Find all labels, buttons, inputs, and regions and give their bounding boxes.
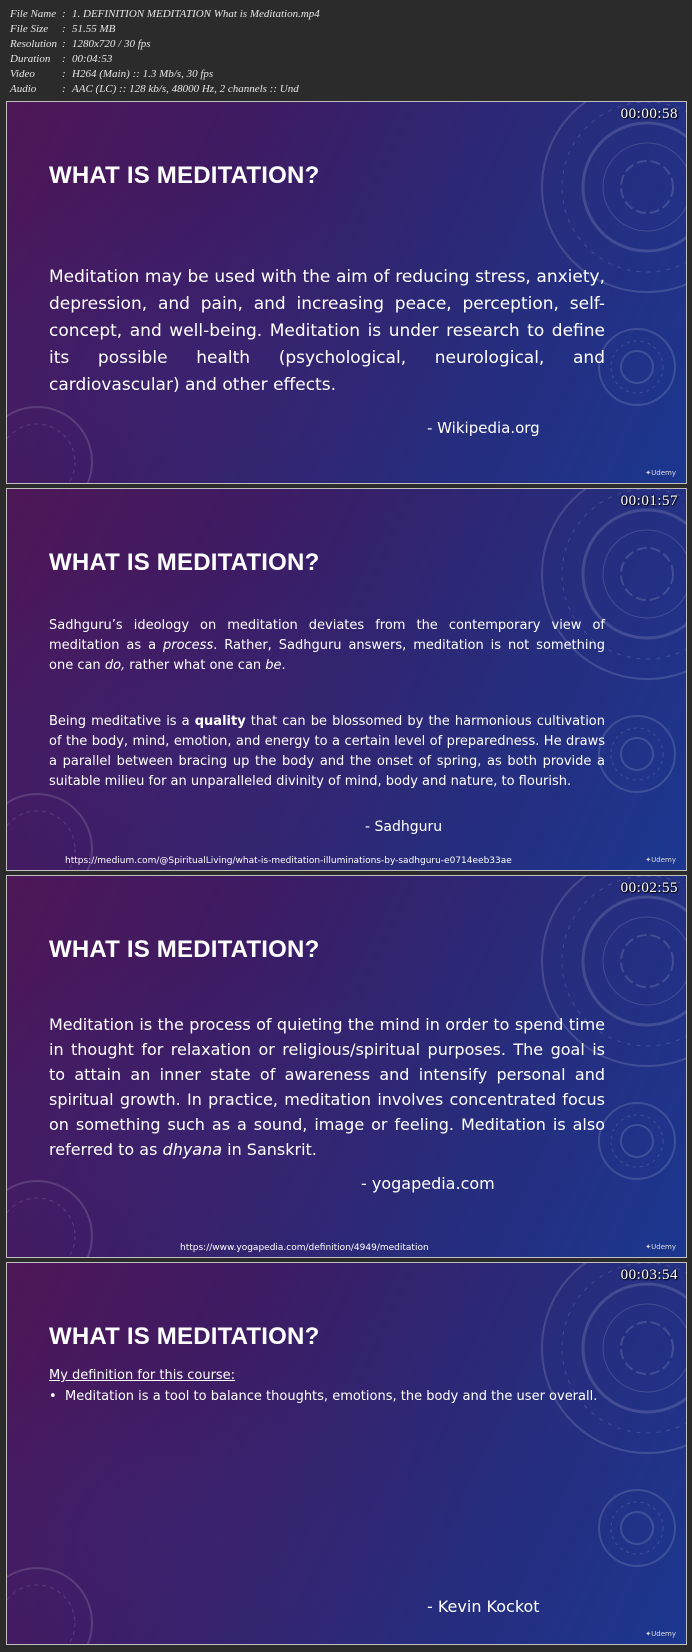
circle-decoration-icon [7, 489, 687, 871]
slide-body-paragraph-2: Being meditative is a quality that can be blossomed by the harmonious cultivation of the body, mind, emotion, and energy to a certain level of preparedness. He draws a parallel between bracing up the body and the onset of spring, as both provide a suitable milieu for an unparalleled divinity of mind, body and nature, to flourish. [49, 714, 605, 789]
udemy-badge: ✦ Udemy [645, 1630, 676, 1638]
definition-bullet-item: • Meditation is a tool to balance thoughts, emotions, the body and the user overall. [49, 1389, 598, 1404]
source-url-link[interactable]: https://www.yogapedia.com/definition/4949/meditation [180, 1243, 429, 1253]
slide-title: WHAT IS MEDITATION? [49, 936, 320, 963]
slide-title: WHAT IS MEDITATION? [49, 162, 320, 189]
video-frame-2 [6, 488, 687, 871]
video-frame-4 [6, 1262, 687, 1645]
meta-row-video: Video : H264 (Main) :: 1.3 Mb/s, 30 fps [10, 68, 214, 80]
slide-body-paragraph-1: Sadhguru’s ideology on meditation deviates from the contemporary view of meditation as a process. Rather, Sadhguru answers, meditation is not something one can do, rather what one can be. [49, 618, 605, 673]
udemy-badge: ✦ Udemy [645, 1243, 676, 1251]
slide-title: WHAT IS MEDITATION? [49, 1323, 320, 1350]
timestamp: 00:00:58 [620, 106, 678, 122]
attribution: - Kevin Kockot [427, 1597, 540, 1616]
bullet-icon: • [49, 1389, 57, 1404]
circle-decoration-icon [7, 1263, 687, 1645]
udemy-badge: ✦ Udemy [645, 469, 676, 477]
meta-row-duration: Duration : 00:04:53 [10, 53, 113, 65]
timestamp: 00:01:57 [620, 493, 678, 509]
timestamp: 00:03:54 [620, 1267, 678, 1283]
attribution: - Wikipedia.org [427, 419, 540, 437]
slide-title: WHAT IS MEDITATION? [49, 549, 320, 576]
attribution: - yogapedia.com [361, 1174, 495, 1193]
video-frame-1 [6, 101, 687, 484]
video-frame-3 [6, 875, 687, 1258]
slide-body: Meditation is the process of quieting the mind in order to spend time in thought for relaxation or religious/spiritual purposes. The goal is to attain an inner state of awareness and intensify personal and spiritual growth. In practice, meditation involves concentrated focus on something such as a sound, image or feeling. Meditation is also referred to as dhyana in Sanskrit. [49, 1015, 605, 1159]
meta-row-audio: Audio : AAC (LC) :: 128 kb/s, 48000 Hz, 2 channels :: Und [10, 83, 299, 95]
meta-row-resolution: Resolution : 1280x720 / 30 fps [10, 38, 151, 50]
meta-row-file-size: File Size : 51.55 MB [10, 23, 116, 35]
meta-row-file-name: File Name : 1. DEFINITION MEDITATION What is Meditation.mp4 [10, 8, 320, 20]
udemy-badge: ✦ Udemy [645, 856, 676, 864]
slide-body: Meditation may be used with the aim of reducing stress, anxiety, depression, and pain, and increasing peace, perception, self-concept, and well-being. Meditation is under research to define its possible health (psychological, neurological, and cardiovascular) and other effects. [49, 267, 605, 395]
source-url-link[interactable]: https://medium.com/@SpiritualLiving/what-is-meditation-illuminations-by-sadhguru-e0714eeb33ae [65, 856, 512, 866]
attribution: - Sadhguru [365, 819, 443, 835]
definition-heading: My definition for this course: [49, 1368, 236, 1383]
file-info-header [10, 7, 670, 97]
timestamp: 00:02:55 [620, 880, 678, 896]
